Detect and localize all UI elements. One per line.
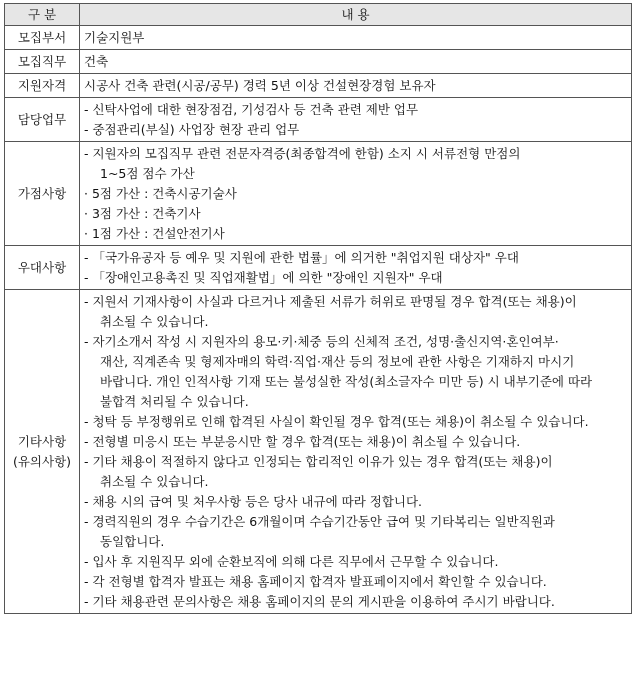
row-label: 모집부서 [5,26,80,50]
row-label: 모집직무 [5,50,80,74]
content-line: 재산, 직계존속 및 형제자매의 학력·직업·재산 등의 정보에 관한 사항은 기재하지 마시기 [100,354,575,369]
content-line: - 입사 후 지원직무 외에 순환보직에 의해 다른 직무에서 근무할 수 있습니다. [84,554,499,569]
content-line: - 자기소개서 작성 시 지원자의 용모·키·체중 등의 신체적 조건, 성명·출신지역·혼인여부· [84,334,559,349]
content-line: 취소될 수 있습니다. [100,474,209,489]
row-label [5,290,80,614]
content-line: 바랍니다. 개인 인적사항 기재 또는 불성실한 작성(최소글자수 미만 등) 시 내부기준에 따라 [100,374,593,389]
content-line: 기술지원부 [84,30,145,45]
content-line: · 5점 가산 : 건축시공기술사 [84,186,237,201]
content-line: 동일합니다. [100,534,165,549]
row-label: 우대사항 [5,246,80,290]
content-line: 취소될 수 있습니다. [100,314,209,329]
row-content [80,74,632,98]
row-label-line2: (유의사항) [12,453,72,469]
content-line: - 경력직원의 경우 수습기간은 6개월이며 수습기간동안 급여 및 기타복리는 일반직원과 [84,514,555,529]
row-label: 가점사항 [5,142,80,246]
content-line: · 3점 가산 : 건축기사 [84,206,201,221]
content-line: - 기타 채용관련 문의사항은 채용 홈페이지의 문의 게시판을 이용하여 주시기 바랍니다. [84,594,555,609]
table-row-notes [5,290,632,614]
content-line: - 신탁사업에 대한 현장점검, 기성검사 등 건축 관련 제반 업무 [84,102,419,117]
table-row-preference [5,246,632,290]
row-content [80,246,632,290]
row-label: 담당업무 [5,98,80,142]
content-line: - 중점관리(부실) 사업장 현장 관리 업무 [84,122,300,137]
content-line: 1~5점 점수 가산 [100,166,195,181]
header-label-col: 구 분 [5,4,80,26]
row-content [80,26,632,50]
content-line: - 각 전형별 합격자 발표는 채용 홈페이지 합격자 발표페이지에서 확인할 수 있습니다. [84,574,547,589]
table-row-qualification [5,74,632,98]
row-content [80,142,632,246]
recruitment-table [4,3,632,614]
content-line: - 채용 시의 급여 및 처우사항 등은 당사 내규에 따라 정합니다. [84,494,423,509]
row-content [80,50,632,74]
row-content [80,290,632,614]
content-line: - 지원서 기재사항이 사실과 다르거나 제출된 서류가 허위로 판명될 경우 합격(또는 채용)이 [84,294,577,309]
header-row [5,4,632,26]
table-row-duties [5,98,632,142]
content-line: 불합격 처리될 수 있습니다. [100,394,249,409]
content-line: - 지원자의 모집직무 관련 전문자격증(최종합격에 한함) 소지 시 서류전형 만점의 [84,146,521,161]
table-row-position [5,50,632,74]
header-content-col: 내 용 [80,4,632,26]
content-line: 건축 [84,54,109,69]
table-row-bonus-points [5,142,632,246]
content-line: 시공사 건축 관련(시공/공무) 경력 5년 이상 건설현장경험 보유자 [84,78,436,93]
row-label: 지원자격 [5,74,80,98]
row-content [80,98,632,142]
row-label-line1: 기타사항 [17,433,67,449]
table-row-department [5,26,632,50]
content-line: - 기타 채용이 적절하지 않다고 인정되는 합리적인 이유가 있는 경우 합격(또는 채용)이 [84,454,553,469]
content-line: - 「장애인고용촉진 및 직업재활법」에 의한 "장애인 지원자" 우대 [84,270,443,285]
content-line: - 전형별 미응시 또는 부분응시만 할 경우 합격(또는 채용)이 취소될 수 있습니다. [84,434,521,449]
content-line: - 「국가유공자 등 예우 및 지원에 관한 법률」에 의거한 "취업지원 대상자" 우대 [84,250,519,265]
content-line: - 청탁 등 부정행위로 인해 합격된 사실이 확인될 경우 합격(또는 채용)이 취소될 수 있습니다. [84,414,589,429]
content-line: · 1점 가산 : 건설안전기사 [84,226,225,241]
